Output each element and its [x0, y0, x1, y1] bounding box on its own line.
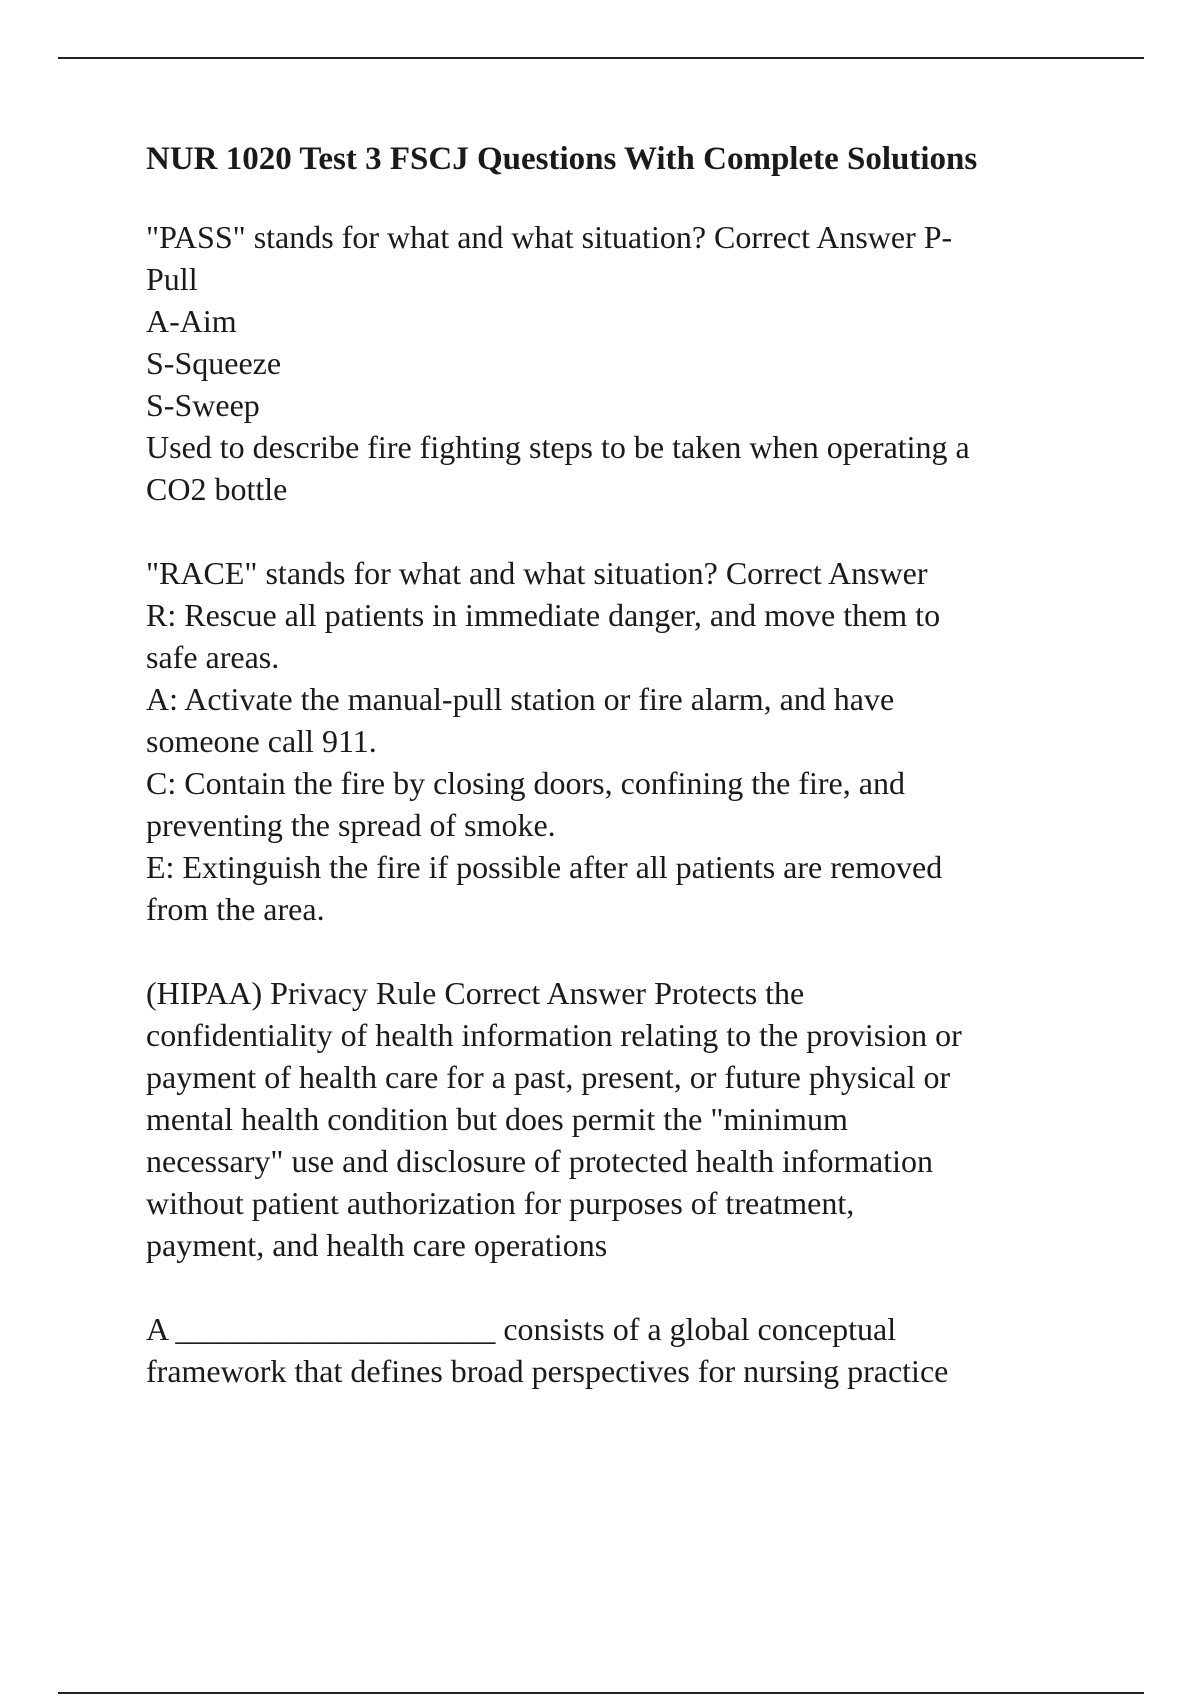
- qa-item-race: [146, 552, 1086, 930]
- qa-line: A ____________________ consists of a global conceptual: [146, 1311, 897, 1347]
- qa-line: (HIPAA) Privacy Rule Correct Answer Protects the: [146, 975, 805, 1011]
- qa-item-framework: [146, 1308, 1086, 1392]
- qa-line: safe areas.: [146, 639, 280, 675]
- qa-item-pass: [146, 216, 1086, 510]
- qa-line: C: Contain the fire by closing doors, confining the fire, and: [146, 765, 905, 801]
- qa-line: R: Rescue all patients in immediate danger, and move them to: [146, 597, 941, 633]
- header-rule: [58, 57, 1144, 59]
- qa-line: without patient authorization for purposes of treatment,: [146, 1185, 855, 1221]
- footer-rule: [58, 1692, 1144, 1694]
- qa-line: framework that defines broad perspectives for nursing practice: [146, 1353, 949, 1389]
- qa-line: from the area.: [146, 891, 325, 927]
- qa-line: confidentiality of health information relating to the provision or: [146, 1017, 962, 1053]
- qa-line: preventing the spread of smoke.: [146, 807, 556, 843]
- qa-line: A-Aim: [146, 303, 237, 339]
- document-body: [146, 138, 1086, 1434]
- qa-line: mental health condition but does permit the "minimum: [146, 1101, 848, 1137]
- qa-line: S-Squeeze: [146, 345, 282, 381]
- qa-line: "PASS" stands for what and what situation? Correct Answer P-: [146, 219, 953, 255]
- qa-line: necessary" use and disclosure of protected health information: [146, 1143, 934, 1179]
- document-title: NUR 1020 Test 3 FSCJ Questions With Complete Solutions: [146, 141, 978, 177]
- qa-line: CO2 bottle: [146, 471, 288, 507]
- qa-line: "RACE" stands for what and what situation? Correct Answer: [146, 555, 928, 591]
- qa-line: Used to describe fire fighting steps to be taken when operating a: [146, 429, 970, 465]
- qa-line: Pull: [146, 261, 198, 297]
- qa-line: E: Extinguish the fire if possible after all patients are removed: [146, 849, 943, 885]
- qa-line: A: Activate the manual-pull station or fire alarm, and have: [146, 681, 895, 717]
- qa-line: payment, and health care operations: [146, 1227, 608, 1263]
- qa-line: someone call 911.: [146, 723, 377, 759]
- qa-item-hipaa: [146, 972, 1086, 1266]
- qa-line: payment of health care for a past, present, or future physical or: [146, 1059, 951, 1095]
- qa-line: S-Sweep: [146, 387, 260, 423]
